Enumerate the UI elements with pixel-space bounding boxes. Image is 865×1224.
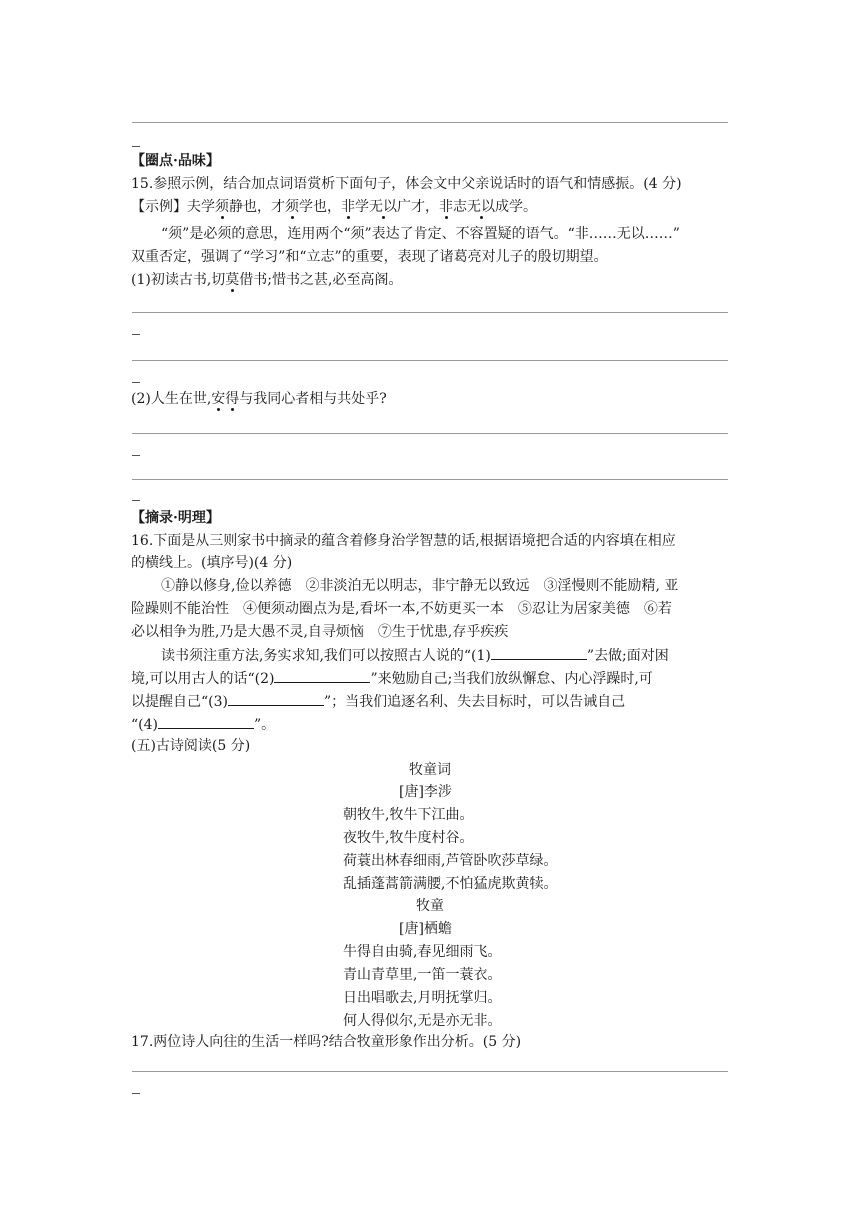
answer-line: [132, 360, 728, 361]
question-15-sentence-1: (1)初读古书,切莫借书;惜书之甚,必至高阁。: [131, 272, 403, 288]
answer-line-end: [132, 1093, 140, 1094]
answer-line-end: [132, 334, 140, 335]
answer-line-end: [132, 500, 140, 501]
fill-blank-4[interactable]: [158, 714, 254, 729]
poem-line: 何人得似尔,无是亦无非。: [343, 1013, 502, 1029]
dotted-char: 非: [439, 199, 453, 215]
question-16-fill-line: “(4) ”。: [131, 714, 275, 735]
question-16-options-cont: 险躁则不能治性 ④便须动圈点为是,看坏一本,不妨更买一本 ⑤忍让为居家美德 ⑥若: [131, 601, 672, 617]
dotted-char: 得: [225, 391, 240, 407]
poem-line: 日出唱歌去,月明抚掌归。: [343, 990, 502, 1006]
question-17-stem: 17.两位诗人向往的生活一样吗?结合牧童形象作出分析。(5 分): [131, 1034, 522, 1050]
question-15-explanation: “须”是必须的意思，连用两个“须”表达了肯定、不容置疑的语气。“非……无以……”: [161, 226, 680, 242]
section-heading-poetry: (五)古诗阅读(5 分): [131, 738, 251, 754]
dotted-char: 无以: [369, 199, 397, 215]
answer-line: [132, 312, 728, 313]
section-heading-quandian: 【圈点·品味】: [131, 153, 220, 169]
answer-line-end: [132, 146, 140, 147]
dotted-char: 非: [341, 199, 355, 215]
answer-line: [132, 433, 728, 434]
dotted-char: 须: [285, 199, 299, 215]
poem-line: 乱插蓬蒿箭满腰,不怕猛虎欺黄犊。: [343, 876, 558, 892]
answer-line: [132, 479, 728, 480]
fill-blank-3[interactable]: [228, 691, 324, 706]
question-16-fill-line: 境,可以用古人的话“(2) ”来勉励自己;当我们放纵懈怠、内心浮躁时,可: [131, 668, 653, 689]
question-15-example: 【示例】夫学须静也，才须学也，非学无以广才，非志无以成学。: [131, 199, 537, 215]
poem-line: 荷蓑出林春细雨,芦管卧吹莎草绿。: [343, 853, 558, 869]
question-15-explanation-cont: 双重否定，强调了“学习”和“立志”的重要，表现了诸葛亮对儿子的殷切期望。: [131, 249, 608, 265]
poem-line: 朝牧牛,牧牛下江曲。: [343, 807, 474, 823]
poem-line: 牛得自由骑,春见细雨飞。: [343, 944, 502, 960]
question-16-options-cont: 必以相争为胜,乃是大愚不灵,自寻烦恼 ⑦生于忧患,存乎疾疾: [131, 624, 509, 640]
dotted-char: 安: [211, 391, 226, 407]
dotted-char: 莫: [225, 272, 240, 288]
fill-blank-1[interactable]: [491, 645, 587, 660]
fill-blank-2[interactable]: [274, 668, 370, 683]
question-16-fill-line: 读书须注重方法,务实求知,我们可以按照古人说的“(1) ”去做;面对困: [161, 645, 669, 666]
question-16-fill-line: 以提醒自己“(3) ”；当我们追逐名利、失去目标时，可以告诫自己: [131, 691, 625, 712]
question-16-stem: 16.下面是从三则家书中摘录的蕴含着修身治学智慧的话,根据语境把合适的内容填在相应: [131, 533, 676, 549]
answer-line: [132, 1071, 728, 1072]
dotted-char: 须: [215, 199, 229, 215]
poem-line: 青山青草里,一笛一蓑衣。: [343, 967, 502, 983]
answer-line-end: [132, 455, 140, 456]
question-16-options: ①静以修身,俭以养德 ②非淡泊无以明志，非宁静无以致远 ③淫慢则不能励精, 亚: [161, 578, 679, 594]
question-15-stem: 15.参照示例，结合加点词语赏析下面句子，体会文中父亲说话时的语气和情感振。(4 分): [131, 176, 682, 192]
answer-line-end: [132, 382, 140, 383]
poem-1-author: [唐]李涉: [399, 784, 452, 800]
poem-line: 夜牧牛,牧牛度村谷。: [343, 830, 474, 846]
answer-line: [132, 122, 728, 123]
dotted-char: 无以: [467, 199, 495, 215]
poem-1-title: 牧童词: [409, 762, 451, 778]
poem-2-author: [唐]栖蟾: [399, 921, 452, 937]
question-15-sentence-2: (2)人生在世,安得与我同心者相与共处乎?: [131, 391, 387, 407]
question-16-stem-cont: 的横线上。(填序号)(4 分): [131, 555, 293, 571]
section-heading-zhailu: 【摘录·明理】: [131, 510, 220, 526]
poem-2-title: 牧童: [416, 898, 444, 914]
